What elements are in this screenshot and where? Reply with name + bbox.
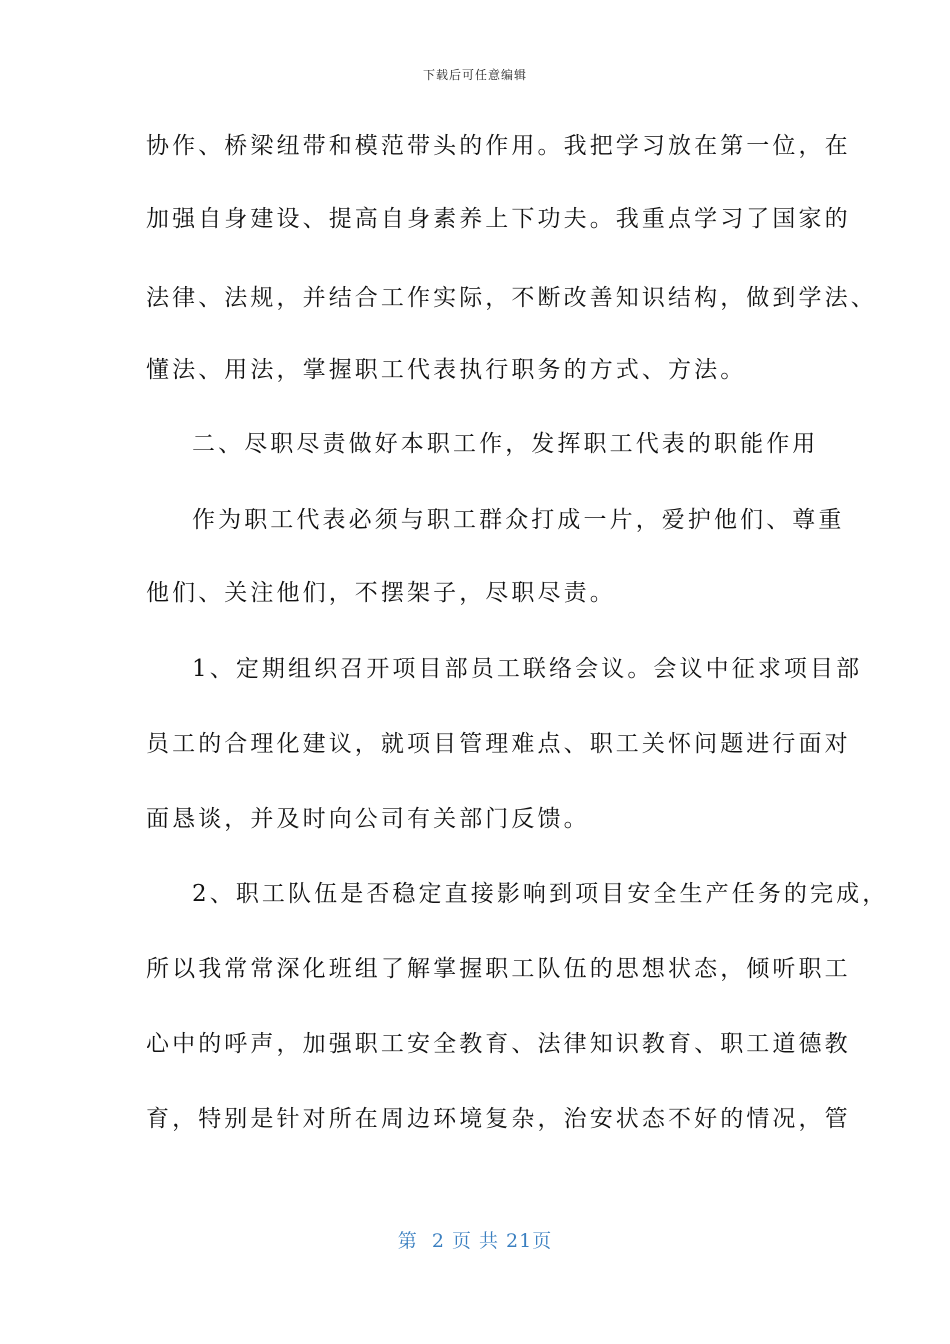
body-line: 1、定期组织召开项目部员工联络会议。会议中征求项目部: [192, 656, 863, 682]
body-line: 心中的呼声，加强职工安全教育、法律知识教育、职工道德教: [146, 1031, 851, 1057]
body-line: 所以我常常深化班组了解掌握职工队伍的思想状态，倾听职工: [146, 956, 851, 982]
page-number: 第 2 页 共 21页: [397, 1230, 553, 1252]
body-line: 员工的合理化建议，就项目管理难点、职工关怀问题进行面对: [146, 731, 851, 757]
body-line: 作为职工代表必须与职工群众打成一片，爱护他们、尊重: [192, 507, 845, 533]
body-line: 法律、法规，并结合工作实际，不断改善知识结构，做到学法、: [146, 285, 877, 311]
header-note: 下载后可任意编辑: [422, 68, 527, 82]
section-heading: 二、尽职尽责做好本职工作，发挥职工代表的职能作用: [192, 431, 819, 457]
body-line: 协作、桥梁纽带和模范带头的作用。我把学习放在第一位，在: [146, 133, 851, 159]
body-line: 面恳谈，并及时向公司有关部门反馈。: [146, 806, 590, 832]
body-line: 他们、关注他们，不摆架子，尽职尽责。: [146, 580, 616, 606]
body-line: 育，特别是针对所在周边环境复杂，治安状态不好的情况，管: [146, 1106, 851, 1132]
body-line: 懂法、用法，掌握职工代表执行职务的方式、方法。: [146, 357, 747, 383]
body-line: 加强自身建设、提高自身素养上下功夫。我重点学习了国家的: [146, 206, 851, 232]
body-line: 2、职工队伍是否稳定直接影响到项目安全生产任务的完成，: [192, 881, 889, 907]
